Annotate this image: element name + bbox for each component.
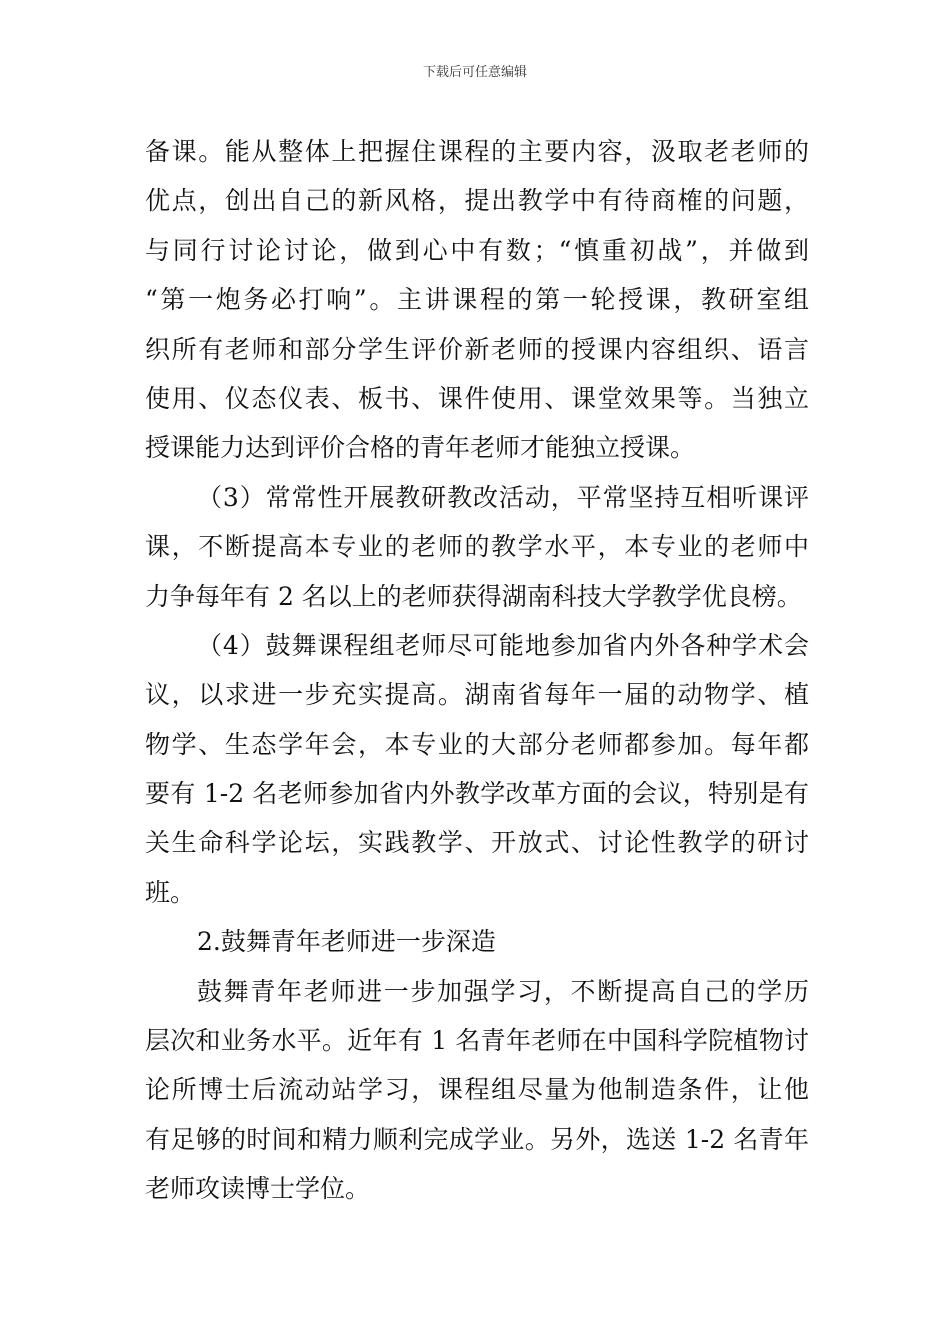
text-line: 老师攻读博士学位。 <box>145 1174 371 1204</box>
text-line: 力争每年有 2 名以上的老师获得湖南科技大学教学优良榜。 <box>145 581 802 611</box>
section-heading: 2.鼓舞青年老师进一步深造 <box>197 927 496 957</box>
text-line: 授课能力达到评价合格的青年老师才能独立授课。 <box>145 433 696 463</box>
text-line: 关生命科学论坛，实践教学、开放式、讨论性教学的研讨 <box>145 828 809 858</box>
text-line: 织所有老师和部分学生评价新老师的授课内容组织、语言 <box>145 334 809 364</box>
page-header: 下载后可任意编辑 <box>422 65 527 80</box>
paragraph-start-line: （4）鼓舞课程组老师尽可能地参加省内外各种学术会 <box>197 630 809 660</box>
text-line: 议，以求进一步充实提高。湖南省每年一届的动物学、植 <box>145 680 809 710</box>
text-line: 物学、生态学年会，本专业的大部分老师都参加。每年都 <box>145 729 809 759</box>
text-line: “第一炮务必打响”。主讲课程的第一轮授课，教研室组 <box>145 285 809 315</box>
text-line: 有足够的时间和精力顺利完成学业。另外，选送 1-2 名青年 <box>145 1124 809 1154</box>
document-body <box>145 127 809 1214</box>
text-line: 使用、仪态仪表、板书、课件使用、课堂效果等。当独立 <box>145 383 809 413</box>
text-line: 优点，创出自己的新风格，提出教学中有待商榷的问题， <box>145 186 809 216</box>
paragraph-start-line: （3）常常性开展教研教改活动，平常坚持互相听课评 <box>197 482 809 512</box>
text-line: 要有 1-2 名老师参加省内外教学改革方面的会议，特别是有 <box>145 779 809 809</box>
text-line: 层次和业务水平。近年有 1 名青年老师在中国科学院植物讨 <box>145 1026 809 1056</box>
text-line: 备课。能从整体上把握住课程的主要内容，汲取老老师的 <box>145 137 809 166</box>
text-line: 与同行讨论讨论，做到心中有数；“慎重初战”，并做到 <box>145 235 809 265</box>
text-line: 论所博士后流动站学习，课程组尽量为他制造条件，让他 <box>145 1075 809 1105</box>
text-line: 课，不断提高本专业的老师的教学水平，本专业的老师中 <box>145 532 809 562</box>
paragraph-start-line: 鼓舞青年老师进一步加强学习，不断提高自己的学历 <box>197 976 809 1006</box>
text-line: 班。 <box>145 877 196 907</box>
